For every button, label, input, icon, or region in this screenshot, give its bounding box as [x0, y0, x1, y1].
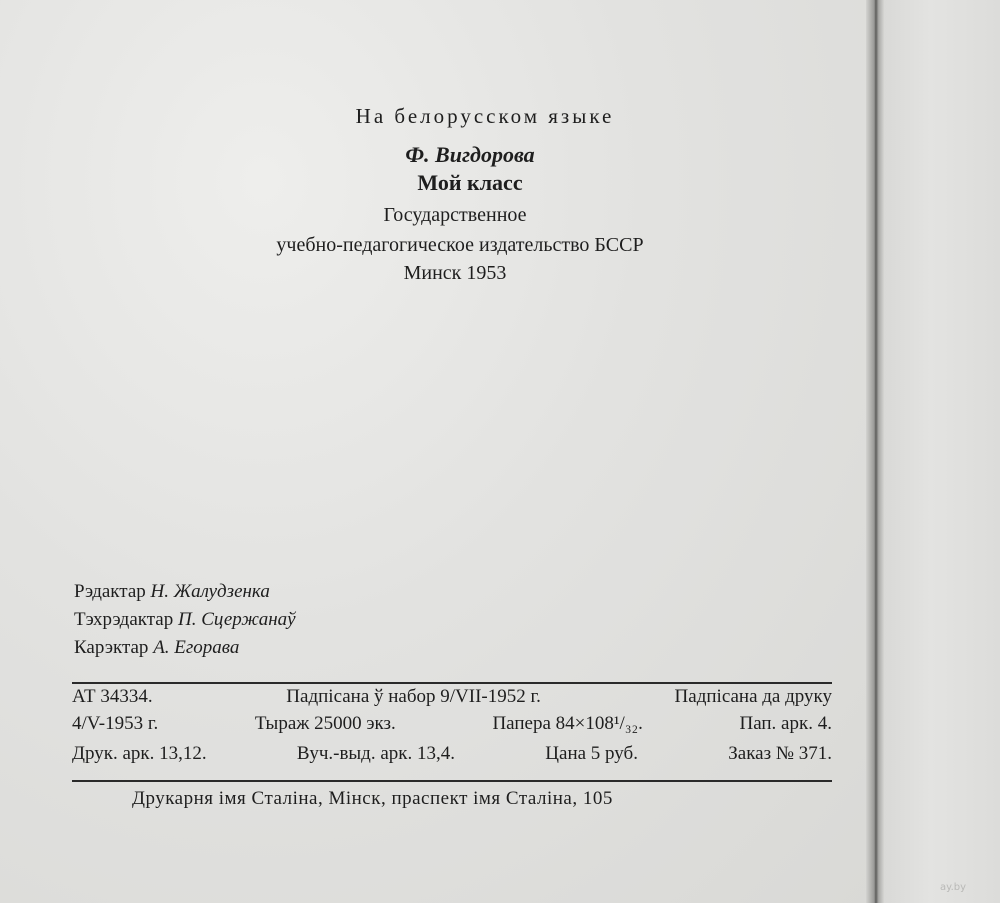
adjacent-page: [884, 0, 1000, 903]
print-signed-label: Падпісана да друку: [674, 686, 832, 707]
print-run: Тыраж 25000 экз.: [254, 713, 396, 734]
typeset-date: Падпісана ў набор 9/VII-1952 г.: [286, 686, 541, 707]
imprint-line-2: [72, 713, 832, 735]
watermark-text: ay.by: [940, 882, 967, 893]
imprint-line-1: [72, 686, 832, 708]
credits-block: [74, 578, 296, 662]
book-title: Мой класс: [417, 170, 523, 195]
paper-format: Папера 84×108¹/₃₂.: [492, 713, 643, 734]
paper-sheets: Пап. арк. 4.: [739, 713, 832, 734]
language-note: На белорусском языке: [355, 104, 615, 128]
credit-role: Тэхрэдактар: [74, 609, 174, 630]
credit-role: Рэдактар: [74, 581, 146, 602]
printed-sheets: Друк. арк. 13,12.: [72, 743, 207, 764]
publisher-line-1: Государственное: [383, 204, 527, 226]
credit-name: П. Сцержанаў: [177, 609, 296, 630]
book-gutter: [866, 0, 884, 903]
order-number: Заказ № 371.: [728, 743, 832, 764]
credit-role: Карэктар: [74, 637, 149, 658]
author-name: Ф. Вигдорова: [405, 142, 535, 167]
credit-tech-editor: [74, 606, 296, 634]
order-code: АТ 34334.: [72, 686, 153, 707]
publisher-line-2: учебно-педагогическое издательство БССР: [276, 234, 644, 256]
imprint-top-rule: [72, 682, 832, 684]
imprint-line-3: [72, 743, 832, 765]
credit-name: А. Егорава: [153, 637, 240, 658]
print-date: 4/V-1953 г.: [72, 713, 159, 734]
price: Цана 5 руб.: [545, 743, 638, 764]
credit-editor: [74, 578, 296, 606]
publishing-sheets: Вуч.-выд. арк. 13,4.: [296, 743, 456, 764]
credit-name: Н. Жалудзенка: [150, 581, 270, 602]
city-year: Минск 1953: [403, 262, 507, 284]
credit-proofreader: [74, 634, 296, 662]
printer-address: Друкарня імя Сталіна, Мінск, праспект імя Сталіна, 105: [132, 788, 613, 809]
imprint-bottom-rule: [72, 780, 832, 782]
